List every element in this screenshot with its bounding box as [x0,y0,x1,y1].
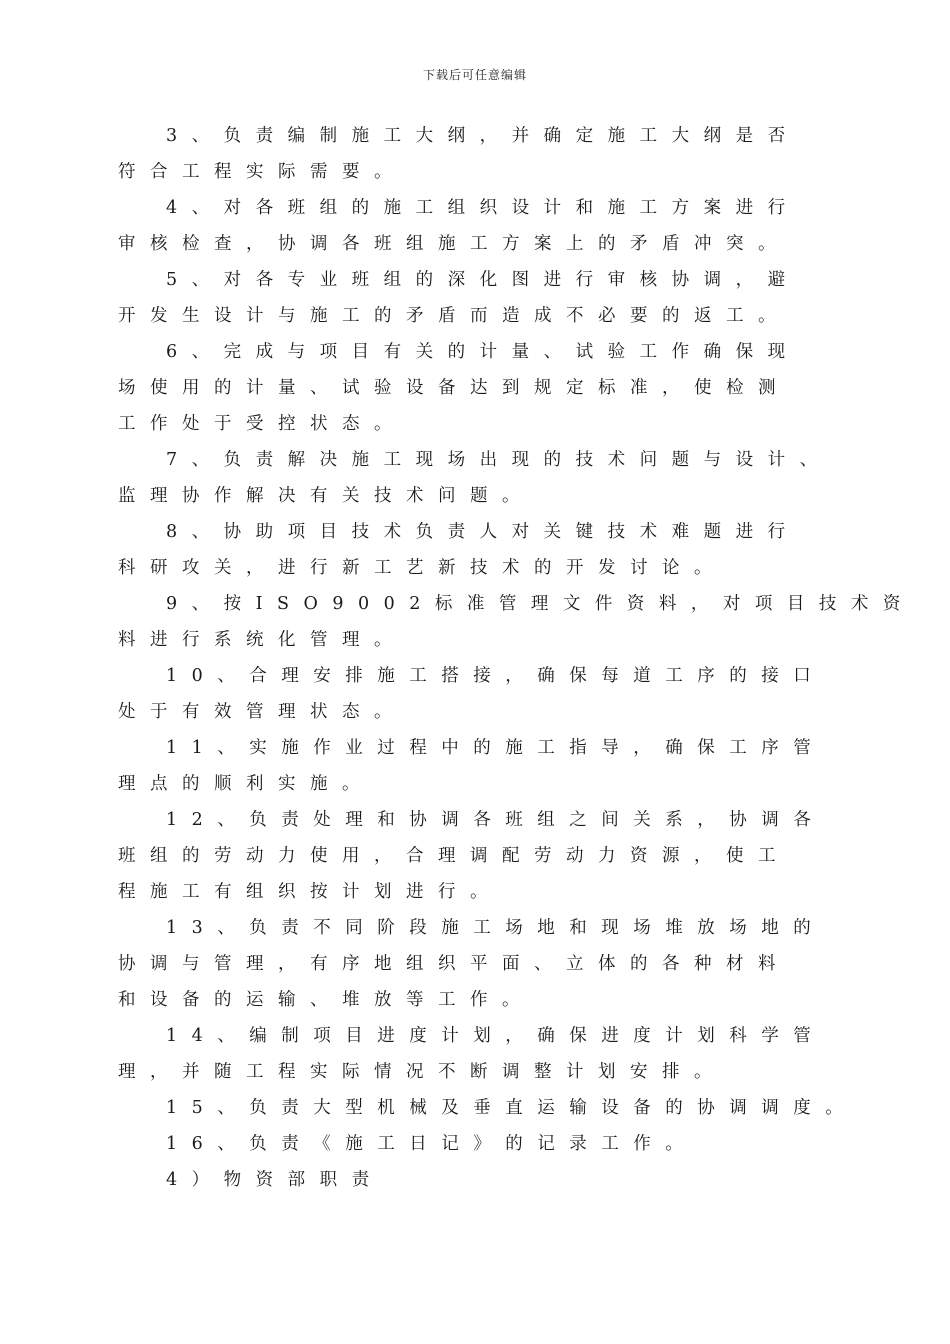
paragraph-first-line: 3、负责编制施工大纲，并确定施工大纲是否 [166,126,800,146]
paragraph-line: 协调与管理，有序地组织平面、立体的各种材料 [118,954,790,974]
paragraph-first-line: 7、负责解决施工现场出现的技术问题与设计、 [166,450,832,470]
paragraph-line: 场使用的计量、试验设备达到规定标准，使检测 [118,378,790,398]
paragraph-first-line: 13、负责不同阶段施工场地和现场堆放场地的 [166,918,826,938]
paragraph-line: 理，并随工程实际情况不断调整计划安排。 [118,1062,726,1082]
paragraph-line: 工作处于受控状态。 [118,414,406,434]
paragraph-line: 开发生设计与施工的矛盾而造成不必要的返工。 [118,306,790,326]
paragraph-first-line: 11、实施作业过程中的施工指导，确保工序管 [166,738,826,758]
paragraph-line: 和设备的运输、堆放等工作。 [118,990,534,1010]
paragraph-first-line: 8、协助项目技术负责人对关键技术难题进行 [166,522,800,542]
paragraph-first-line: 4）物资部职责 [166,1170,384,1190]
paragraph-line: 程施工有组织按计划进行。 [118,882,502,902]
paragraph-line: 审核检查，协调各班组施工方案上的矛盾冲突。 [118,234,790,254]
paragraph-line: 处于有效管理状态。 [118,702,406,722]
paragraph-first-line: 14、编制项目进度计划，确保进度计划科学管 [166,1026,826,1046]
page-header: 下载后可任意编辑 [422,68,527,82]
paragraph-line: 科研攻关，进行新工艺新技术的开发讨论。 [118,558,726,578]
paragraph-line: 监理协作解决有关技术问题。 [118,486,534,506]
paragraph-first-line: 16、负责《施工日记》的记录工作。 [166,1134,698,1154]
paragraph-line: 班组的劳动力使用，合理调配劳动力资源，使工 [118,846,790,866]
paragraph-first-line: 9、按ISO9002标准管理文件资料，对项目技术资 [166,594,915,614]
paragraph-first-line: 4、对各班组的施工组织设计和施工方案进行 [166,198,800,218]
paragraph-line: 理点的顺利实施。 [118,774,374,794]
paragraph-first-line: 12、负责处理和协调各班组之间关系，协调各 [166,810,826,830]
paragraph-first-line: 10、合理安排施工搭接，确保每道工序的接口 [166,666,826,686]
document-body [118,118,915,1198]
paragraph-first-line: 6、完成与项目有关的计量、试验工作确保现 [166,342,800,362]
paragraph-line: 料进行系统化管理。 [118,630,406,650]
paragraph-first-line: 5、对各专业班组的深化图进行审核协调，避 [166,270,800,290]
paragraph-first-line: 15、负责大型机械及垂直运输设备的协调调度。 [166,1098,858,1118]
paragraph-line: 符合工程实际需要。 [118,162,406,182]
